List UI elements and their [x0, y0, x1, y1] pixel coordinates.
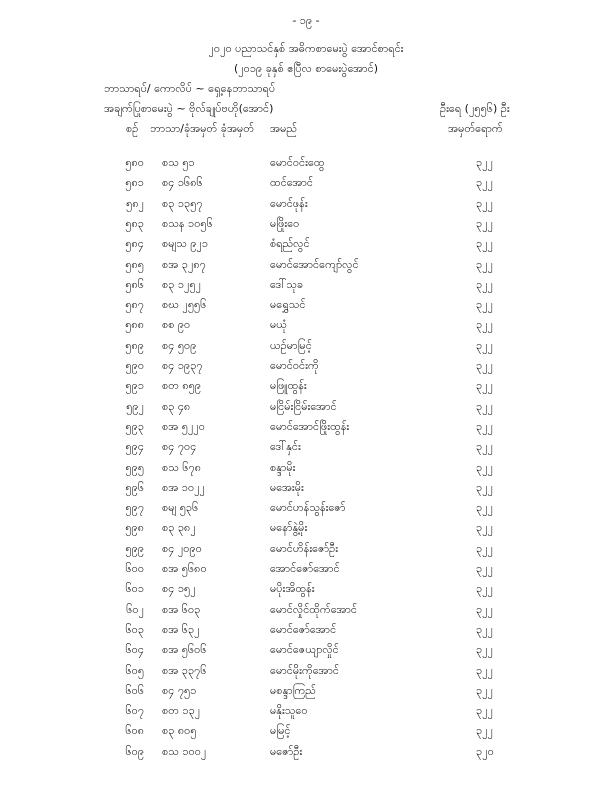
roll-number: စသ ၁၀၀၂ [162, 744, 207, 758]
document-subtitle: (၂၀၁၉ ခုနှစ် ဧပြီလ စာမေးပွဲအောင်) [233, 62, 378, 75]
score: ၃၂၂ [476, 338, 493, 352]
table-row [0, 623, 612, 643]
row-number: ၅၉၀ [125, 359, 144, 372]
row-number: ၆၀၁ [125, 582, 144, 596]
row-number: ၆၀၆ [125, 683, 144, 697]
roll-number: စအ ၅၂၂၀ [162, 419, 205, 433]
score: ၃၂၂ [476, 622, 493, 636]
row-number: ၅၉၃ [125, 419, 144, 433]
roll-number: စအ ၃၂၈၇ [162, 257, 206, 271]
candidate-name: ဒေါ်သုခ [270, 277, 304, 291]
row-number: ၆၀၉ [125, 744, 144, 758]
roll-number: စမျ ၅၃၆ [162, 501, 199, 515]
score: ၃၂၀ [476, 744, 494, 758]
table-row [0, 521, 612, 541]
row-number: ၅၈၄ [125, 237, 144, 251]
column-header-name: အမည် [270, 122, 298, 135]
roll-number: စသ ၅၁ [162, 156, 195, 169]
score: ၃၂၂ [476, 176, 493, 190]
score: ၃၂၂ [476, 643, 493, 657]
total-count-label: ဦးရေ (၂၅၅၆) ဦး [440, 102, 510, 115]
score: ၃၂၂ [476, 298, 493, 312]
row-number: ၆၀၅ [125, 663, 144, 677]
row-number: ၅၈၉ [125, 338, 144, 352]
table-row [0, 318, 612, 338]
roll-number: စဃ ၂၅၅၆ [162, 298, 207, 312]
row-number: ၆၀၀ [125, 562, 144, 575]
candidate-name: အောင်ဇော်အောင် [270, 562, 340, 575]
candidate-name: မောင်ဖုန်း [270, 196, 308, 210]
candidate-name: စန္ဒာမိုး [270, 460, 296, 474]
center-label: အချက်ပြုစာမေးပွဲ ~ ဗိုလ်ချုပ်ဗဟို(အောင်) [104, 102, 274, 115]
roll-number: စ၄ ၁၅၂ [162, 582, 196, 596]
roll-number: စအ ၁၀၂၂ [162, 480, 205, 494]
candidate-name: ထင်အောင် [270, 176, 314, 190]
table-row [0, 359, 612, 379]
candidate-name: မစန္ဒာကြည် [270, 683, 316, 697]
score: ၃၂၂ [476, 399, 493, 413]
candidate-name: မရွှေသင် [270, 298, 306, 312]
table-row [0, 400, 612, 420]
row-number: ၅၉၈ [125, 521, 144, 535]
table-row [0, 562, 612, 582]
candidate-name: မဖြူထွန်း [270, 379, 307, 393]
column-header-mark: အမှတ်ရောက် [448, 122, 503, 135]
roll-number: စ၃ ၈၀၅ [162, 724, 197, 738]
row-number: ၅၉၂ [126, 399, 144, 413]
score: ၃၂၂ [476, 501, 493, 515]
candidate-name: မောင်ဝင်းကို [270, 359, 319, 372]
roll-number: စ၃ ၃၈၂ [162, 521, 196, 535]
column-header-id: ဘာသာ/ခုံအမှတ် ခုံအမှတ် [150, 122, 255, 135]
candidate-name: မောင်ဇေယျာလှိုင် [270, 643, 339, 657]
candidate-name: ဒေါ်နှင်း [270, 440, 301, 454]
score: ၃၂၂ [476, 318, 493, 332]
score: ၃၂၂ [476, 541, 493, 555]
candidate-name: မနော်နွဲ့မိုး [270, 521, 308, 535]
row-number: ၅၈၂ [126, 196, 144, 210]
score: ၃၂၂ [476, 216, 493, 230]
score: ၃၂၂ [476, 419, 493, 433]
score: ၃၂၂ [476, 663, 493, 677]
table-row [0, 724, 612, 744]
row-number: ၅၉၄ [125, 440, 144, 454]
page-number: - ၁၉ - [292, 14, 320, 27]
department-label: ဘာသာရပ်/ ကောလိပ် ~ ရှေ့နေဘာသာရပ် [104, 82, 276, 95]
roll-number: စ၃ ၄၈ [162, 399, 191, 413]
score: ၃၂၂ [476, 277, 493, 291]
row-number: ၅၈၈ [125, 318, 144, 332]
score: ၃၂၂ [476, 521, 493, 535]
score: ၃၂၂ [476, 582, 493, 596]
row-number: ၅၈၅ [125, 257, 144, 271]
row-number: ၅၉၁ [125, 379, 144, 393]
candidate-name: မအေးမိုး [270, 480, 304, 494]
table-row [0, 217, 612, 237]
row-number: ၅၈၁ [125, 176, 144, 190]
table-row [0, 643, 612, 663]
table-row [0, 542, 612, 562]
table-row [0, 278, 612, 298]
table-row [0, 339, 612, 359]
table-row [0, 379, 612, 399]
table-row [0, 582, 612, 602]
roll-number: စသန ၁၀၅၆ [162, 216, 213, 230]
roll-number: စအ ၃၃၇၆ [162, 663, 207, 677]
table-row [0, 603, 612, 623]
table-row [0, 176, 612, 196]
roll-number: စအ ၆၃၂ [162, 622, 200, 636]
candidate-name: မနိုးသူဝေ [270, 704, 308, 718]
document-title: ၂၀၂၀ ပညာသင်နှစ် အဓိကစာမေးပွဲ အောင်စာရင်း [208, 42, 404, 55]
score: ၃၂၂ [476, 683, 493, 697]
table-row [0, 197, 612, 217]
table-row [0, 461, 612, 481]
score: ၃၂၂ [476, 196, 493, 210]
candidate-name: စံရည်လွင် [270, 237, 310, 251]
candidate-name: မောင်အောင်ဖြိုးထွန်း [270, 419, 350, 433]
roll-number: စအ ၆၀၃ [162, 602, 201, 616]
table-row [0, 258, 612, 278]
row-number: ၆၀၃ [125, 622, 144, 636]
roll-number: စတ ၁၃၂ [162, 704, 201, 718]
candidate-name: မောင်ဇော်အောင် [270, 622, 337, 636]
roll-number: စစ ၉၀ [162, 318, 191, 332]
table-row [0, 237, 612, 257]
candidate-name: မောင်ဟိန်းဇော်ဦး [270, 541, 339, 555]
row-number: ၆၀၈ [125, 724, 144, 738]
roll-number: စ၃ ၁၃၅၇ [162, 196, 203, 210]
score: ၃၂၂ [476, 359, 493, 372]
roll-number: စ၄ ၅၀၉ [162, 338, 197, 352]
candidate-name: မဇော်ဦး [270, 744, 303, 758]
roll-number: စ၄ ၇၅၁ [162, 683, 197, 697]
table-row [0, 501, 612, 521]
row-number: ၆၀၂ [126, 602, 144, 616]
roll-number: စ၄ ၇၀၄ [162, 440, 197, 454]
table-row [0, 298, 612, 318]
roll-number: စ၄ ၁၉၃၇ [162, 359, 203, 372]
row-number: ၅၈၀ [125, 156, 144, 169]
score: ၃၂၂ [476, 480, 493, 494]
score: ၃၂၂ [476, 704, 493, 718]
column-header-no: စဉ် [126, 122, 139, 135]
roll-number: စတ ၈၅၉ [162, 379, 202, 393]
row-number: ၅၉၇ [125, 501, 144, 515]
score: ၃၂၂ [476, 440, 493, 454]
table-row [0, 156, 612, 176]
candidate-name: မောင်ဝင်းထွေ [270, 156, 325, 169]
roll-number: စ၄ ၂၀၉၀ [162, 541, 202, 555]
row-number: ၅၉၉ [125, 541, 144, 555]
table-row [0, 440, 612, 460]
candidate-name: မငြိမ်းငြိမ်းအောင် [270, 399, 337, 413]
row-number: ၆၀၇ [125, 704, 144, 718]
table-row [0, 745, 612, 765]
candidate-name: မပိုးအိထွန်း [270, 582, 315, 596]
score: ၃၂၂ [476, 724, 493, 738]
row-number: ၆၀၄ [125, 643, 144, 657]
score: ၃၂၂ [476, 460, 493, 474]
score: ၃၂၂ [476, 379, 493, 393]
candidate-name: မမြင့် [270, 724, 291, 738]
table-row [0, 704, 612, 724]
row-number: ၅၉၆ [125, 480, 144, 494]
table-row [0, 420, 612, 440]
row-number: ၅၉၅ [125, 460, 144, 474]
row-number: ၅၈၇ [125, 298, 144, 312]
candidate-name: မောင်လှိုင်ထိုက်အောင် [270, 602, 357, 616]
table-row [0, 481, 612, 501]
roll-number: စ၄ ၁၆၈၆ [162, 176, 203, 190]
score: ၃၂၂ [476, 156, 493, 169]
table-row [0, 684, 612, 704]
roll-number: စအ ၅၆၈၀ [162, 562, 207, 575]
row-number: ၅၈၆ [125, 277, 144, 291]
table-row [0, 664, 612, 684]
candidate-name: ယဉ်မာမြင့် [270, 338, 312, 352]
score: ၃၂၂ [476, 237, 493, 251]
score: ၃၂၂ [476, 602, 493, 616]
candidate-name: မဖြိုးဝေ [270, 216, 300, 230]
row-number: ၅၈၃ [125, 216, 144, 230]
candidate-name: မယုံ [270, 318, 287, 332]
candidate-name: မောင်ဟန်သွန်းဇော် [270, 501, 346, 515]
candidate-name: မောင်အောင်ကျော်လွင် [270, 257, 359, 271]
roll-number: စသ ၆၇၈ [162, 460, 201, 474]
roll-number: စမျသ ၉၂၁ [162, 237, 209, 251]
roll-number: စ၃ ၁၂၅၂ [162, 277, 202, 291]
roll-number: စအ ၅၆၀၆ [162, 643, 207, 657]
score: ၃၂၂ [476, 562, 493, 575]
candidate-name: မောင်မိုးကိုအောင် [270, 663, 339, 677]
score: ၃၂၂ [476, 257, 493, 271]
